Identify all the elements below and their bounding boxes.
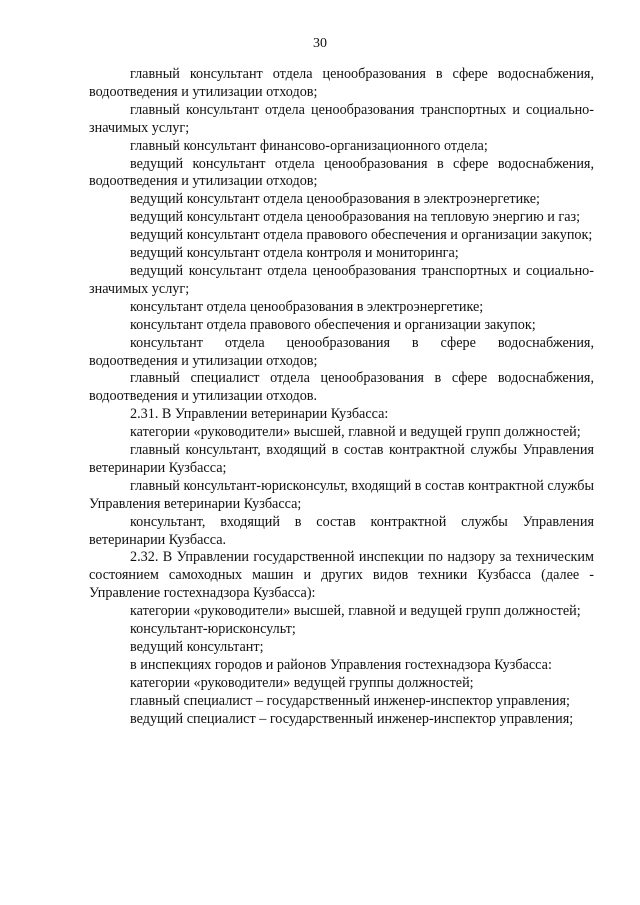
paragraph: главный специалист – государственный инженер-инспектор управления; [130, 692, 570, 709]
paragraph: консультант, входящий в состав контрактной службы Управления ветеринарии Кузбасса. [89, 513, 594, 548]
section-heading: 2.32. В Управлении государственной инспекции по надзору за техническим состоянием самоходных машин и других видов техники Кузбасса (далее - Управление гостехнадзора Кузбасса): [89, 549, 594, 602]
paragraph: главный консультант отдела ценообразования в сфере водоснабжения, водоотведения и утилизации отходов; [89, 66, 594, 100]
paragraph: категории «руководители» высшей, главной и ведущей групп должностей; [130, 424, 581, 441]
paragraph: консультант-юрисконсульт; [130, 621, 296, 638]
section-heading: 2.31. В Управлении ветеринарии Кузбасса: [130, 406, 389, 423]
page-number: 30 [313, 36, 327, 51]
document-body [89, 66, 594, 729]
paragraph: ведущий консультант; [130, 639, 264, 655]
paragraph: категории «руководители» высшей, главной и ведущей групп должностей; [130, 603, 581, 620]
paragraph: консультант отдела правового обеспечения и организации закупок; [130, 316, 536, 333]
paragraph: категории «руководители» ведущей группы должностей; [130, 674, 474, 691]
paragraph: главный консультант-юрисконсульт, входящий в состав контрактной службы Управления ветеринарии Кузбасса; [89, 477, 594, 512]
paragraph: главный консультант, входящий в состав контрактной службы Управления ветеринарии Кузбасса; [89, 442, 594, 476]
paragraph: ведущий консультант отдела правового обеспечения и организации закупок; [130, 227, 593, 244]
paragraph: консультант отдела ценообразования в электроэнергетике; [130, 298, 484, 315]
paragraph: ведущий консультант отдела ценообразования в электроэнергетике; [130, 191, 540, 208]
paragraph: в инспекциях городов и районов Управления гостехнадзора Кузбасса: [130, 656, 552, 673]
paragraph: ведущий консультант отдела контроля и мониторинга; [130, 245, 459, 262]
paragraph: ведущий консультант отдела ценообразования транспортных и социально-значимых услуг; [89, 262, 594, 297]
paragraph: ведущий специалист – государственный инженер-инспектор управления; [130, 710, 574, 727]
paragraph: ведущий консультант отдела ценообразования в сфере водоснабжения, водоотведения и утилизации отходов; [89, 155, 594, 190]
paragraph: консультант отдела ценообразования в сфере водоснабжения, водоотведения и утилизации отходов; [89, 334, 594, 369]
paragraph: ведущий консультант отдела ценообразования на тепловую энергию и газ; [130, 209, 581, 226]
paragraph: главный консультант финансово-организационного отдела; [130, 137, 488, 154]
paragraph: главный специалист отдела ценообразования в сфере водоснабжения, водоотведения и утилизации отходов. [89, 370, 594, 405]
paragraph: главный консультант отдела ценообразования транспортных и социально-значимых услуг; [89, 101, 594, 136]
